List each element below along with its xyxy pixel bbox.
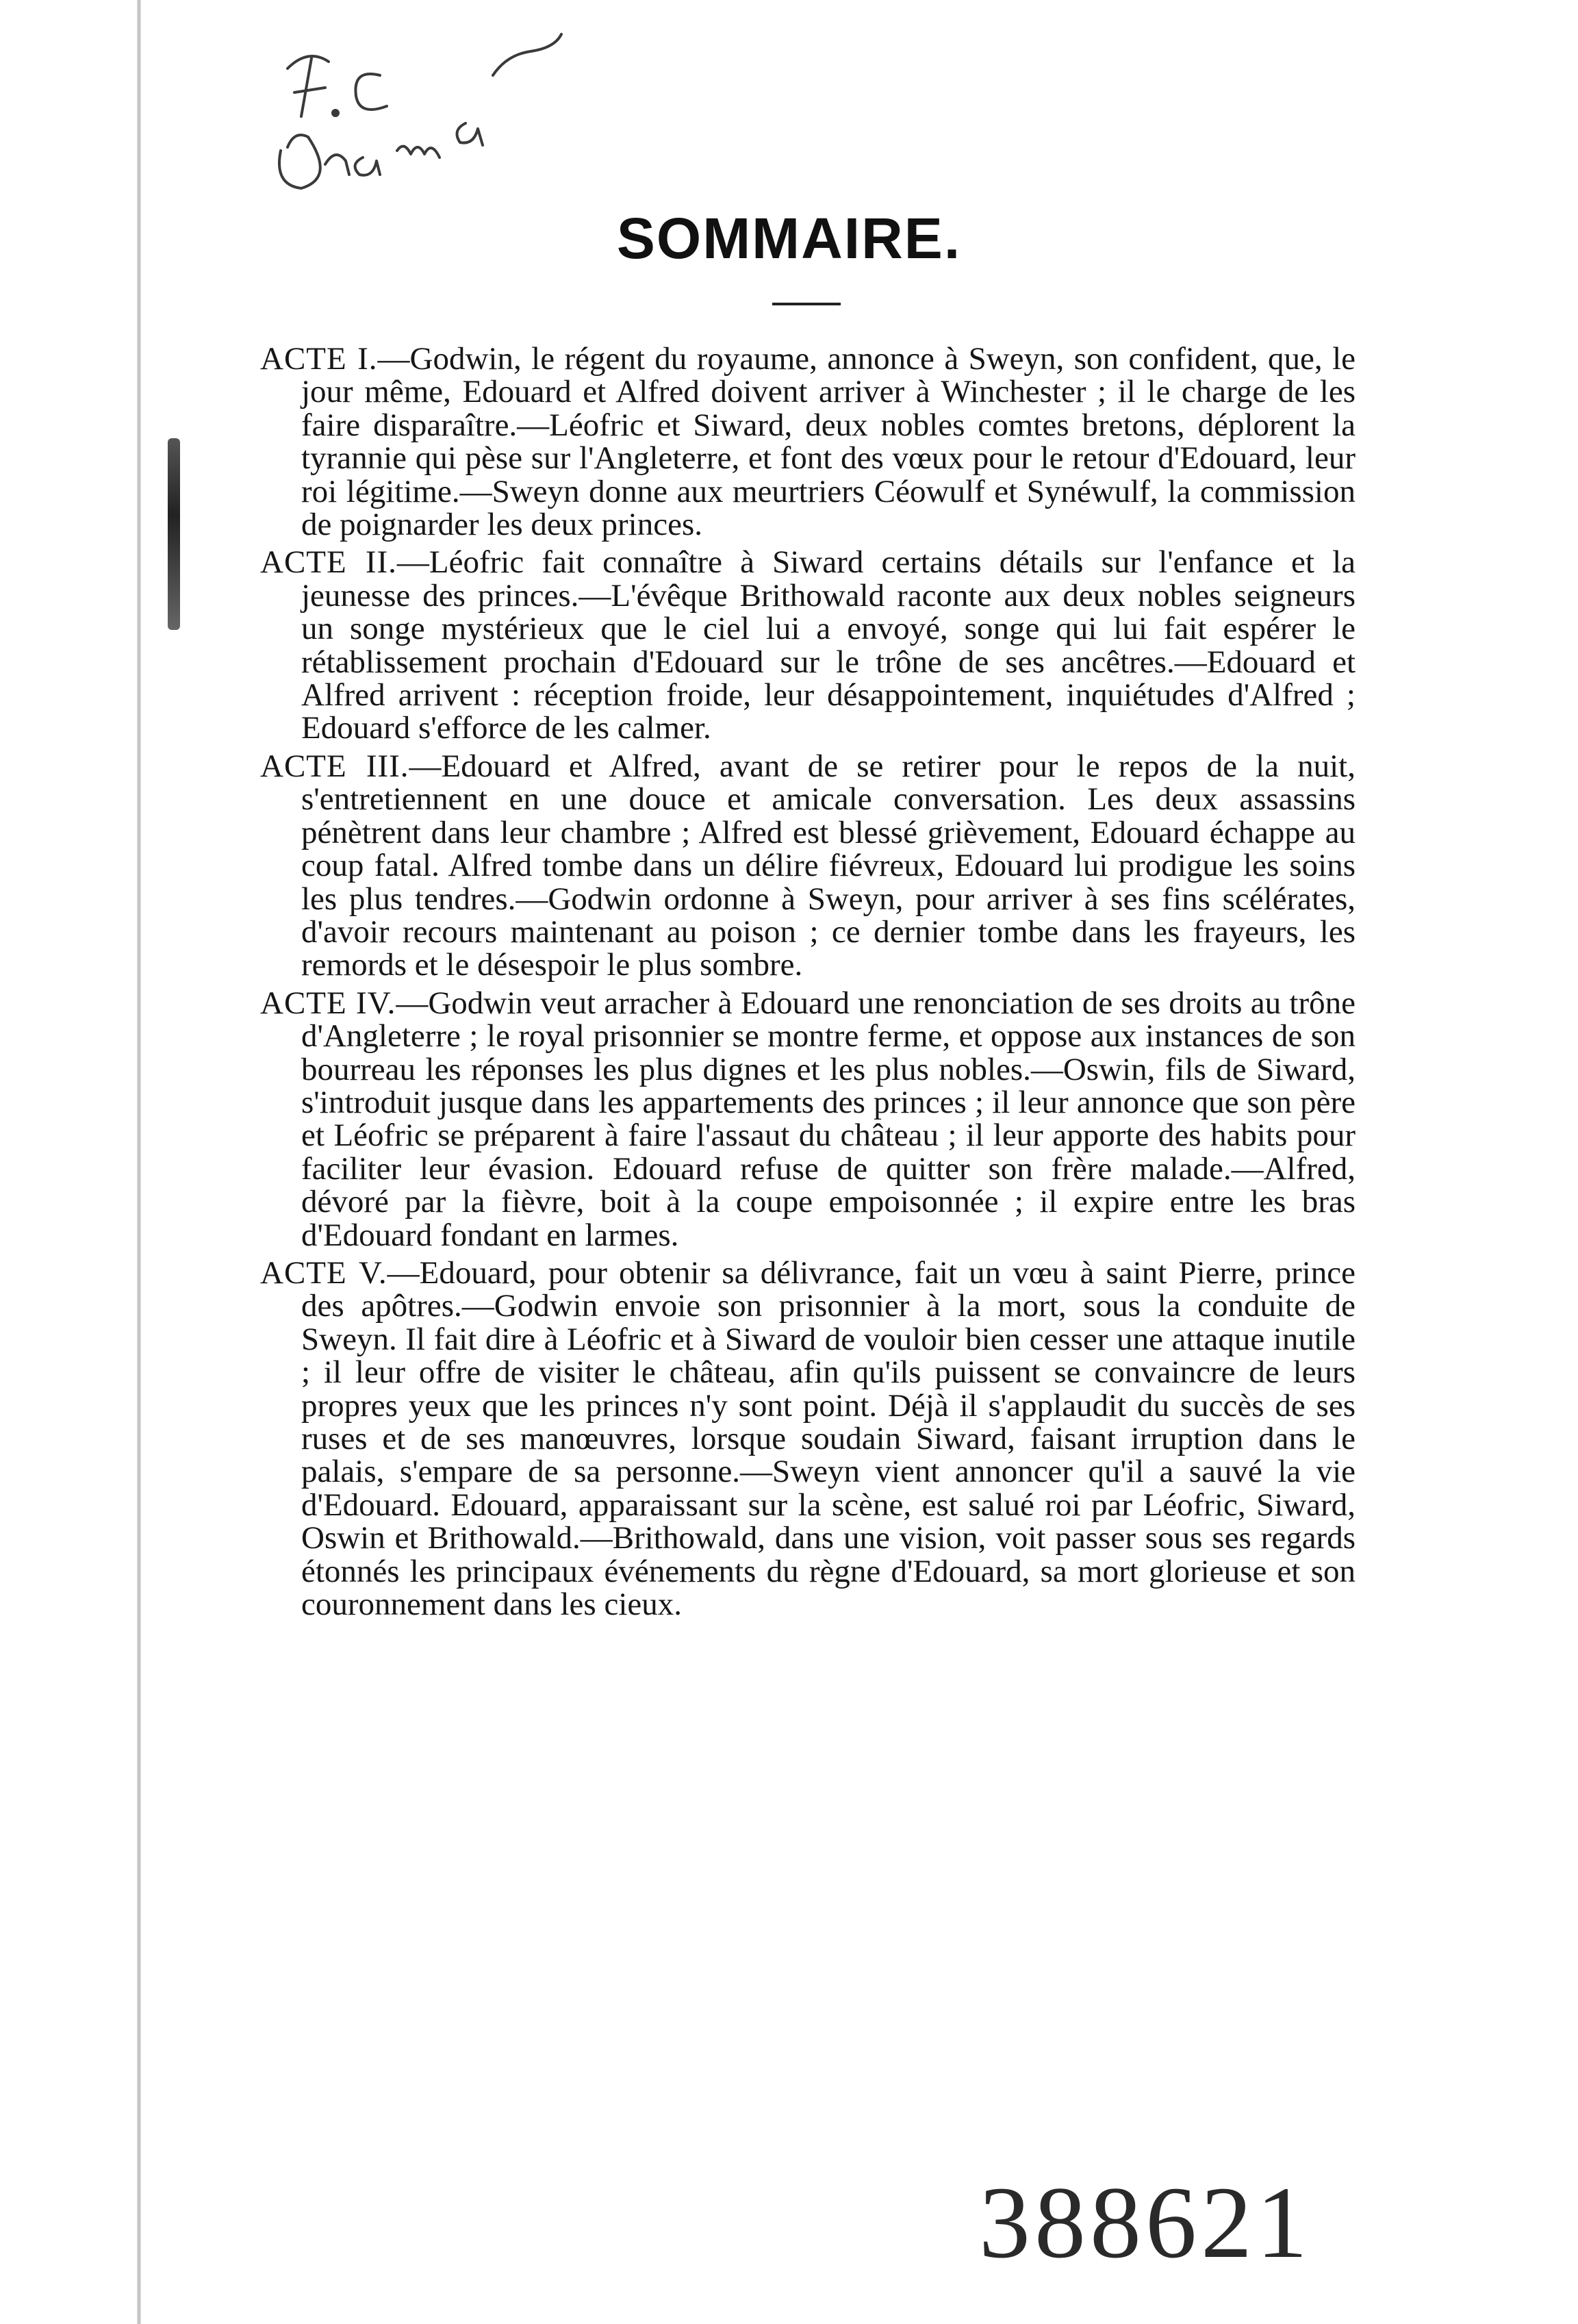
library-stamp-number: 388621 bbox=[979, 2166, 1312, 2279]
page-title: SOMMAIRE. bbox=[616, 206, 962, 270]
act-text: —Edouard, pour obtenir sa délivrance, fait un vœu à saint Pierre, prince des apôtres.—Godwin envoie son prisonnier à la mort, sous la conduite de Sweyn. Il fait dire à Léofric et à Siward de vouloir bien cesser une attaque inutile ; il leur offre de visiter le château, afin qu'ils puissent se convaincre de leurs propres yeux que les princes n'y sont point. Déjà il s'applaudit du succès de ses ruses et de ses manœuvres, lorsque soudain Siward, faisant irruption dans le palais, s'empare de sa personne.—Sweyn vient annoncer qu'il a sauvé la vie d'Edouard. Edouard, apparaissant sur la scène, est salué roi par Léofric, Siward, Oswin et Brithowald.—Brithowald, dans une vision, voit passer sous ses regards étonnés les principaux événements du règne d'Edouard, sa mort glorieuse et son couronnement dans les cieux. bbox=[301, 1254, 1356, 1623]
act-text: —Léofric fait connaître à Siward certains détails sur l'enfance et la jeunesse des princes.—L'évêque Brithowald raconte aux deux nobles seigneurs un songe mystérieux que le ciel lui a envoyé, songe qui lui fait espérer le rétablissement prochain d'Edouard sur le trône de ses ancêtres.—Edouard et Alfred arrivent : réception froide, leur désappointement, inquiétudes d'Alfred ; Edouard s'efforce de les calmer. bbox=[301, 544, 1356, 746]
act-label: ACTE V. bbox=[260, 1254, 387, 1291]
handwritten-annotation bbox=[260, 27, 589, 205]
binding-mark bbox=[168, 438, 180, 630]
act-paragraph bbox=[260, 342, 1356, 541]
act-paragraph bbox=[260, 1256, 1356, 1621]
act-label: ACTE III. bbox=[260, 748, 409, 784]
act-text: —Edouard et Alfred, avant de se retirer pour le repos de la nuit, s'entretiennent en une douce et amicale conversation. Les deux assassins pénètrent dans leur chambre ; Alfred est blessé grièvement, Edouard échappe au coup fatal. Alfred tombe dans un délire fiévreux, Edouard lui prodigue les soins les plus tendres.—Godwin ordonne à Sweyn, pour arriver à ses fins scélérates, d'avoir recours maintenant au poison ; ce dernier tombe dans les frayeurs, les remords et le désespoir le plus sombre. bbox=[301, 748, 1356, 983]
page-edge-shadow bbox=[137, 0, 141, 2324]
title-divider bbox=[772, 303, 841, 305]
act-paragraph bbox=[260, 546, 1356, 744]
act-label: ACTE IV. bbox=[260, 985, 396, 1021]
act-label: ACTE II. bbox=[260, 544, 397, 581]
act-paragraph bbox=[260, 750, 1356, 982]
act-text: —Godwin, le régent du royaume, annonce à Sweyn, son confident, que, le jour même, Edouard et Alfred doivent arriver à Winchester ; il le charge de les faire disparaître.—Léofric et Siward, deux nobles comtes bretons, déplorent la tyrannie qui pèse sur l'Angleterre, et font des vœux pour le retour d'Edouard, leur roi légitime.—Sweyn donne aux meurtriers Céowulf et Synéwulf, la commission de poignarder les deux princes. bbox=[301, 341, 1356, 543]
summary-acts bbox=[260, 342, 1356, 1626]
act-paragraph bbox=[260, 987, 1356, 1252]
act-text: —Godwin veut arracher à Edouard une renonciation de ses droits au trône d'Angleterre ; le royal prisonnier se montre ferme, et oppose aux instances de son bourreau les réponses les plus dignes et les plus nobles.—Oswin, fils de Siward, s'introduit jusque dans les appartements des princes ; il leur annonce que son père et Léofric se préparent à faire l'assaut du château ; il leur apporte des habits pour faciliter leur évasion. Edouard refuse de quitter son frère malade.—Alfred, dévoré par la fièvre, boit à la coupe empoisonnée ; il expire entre les bras d'Edouard fondant en larmes. bbox=[301, 985, 1356, 1253]
act-label: ACTE I. bbox=[260, 341, 378, 377]
